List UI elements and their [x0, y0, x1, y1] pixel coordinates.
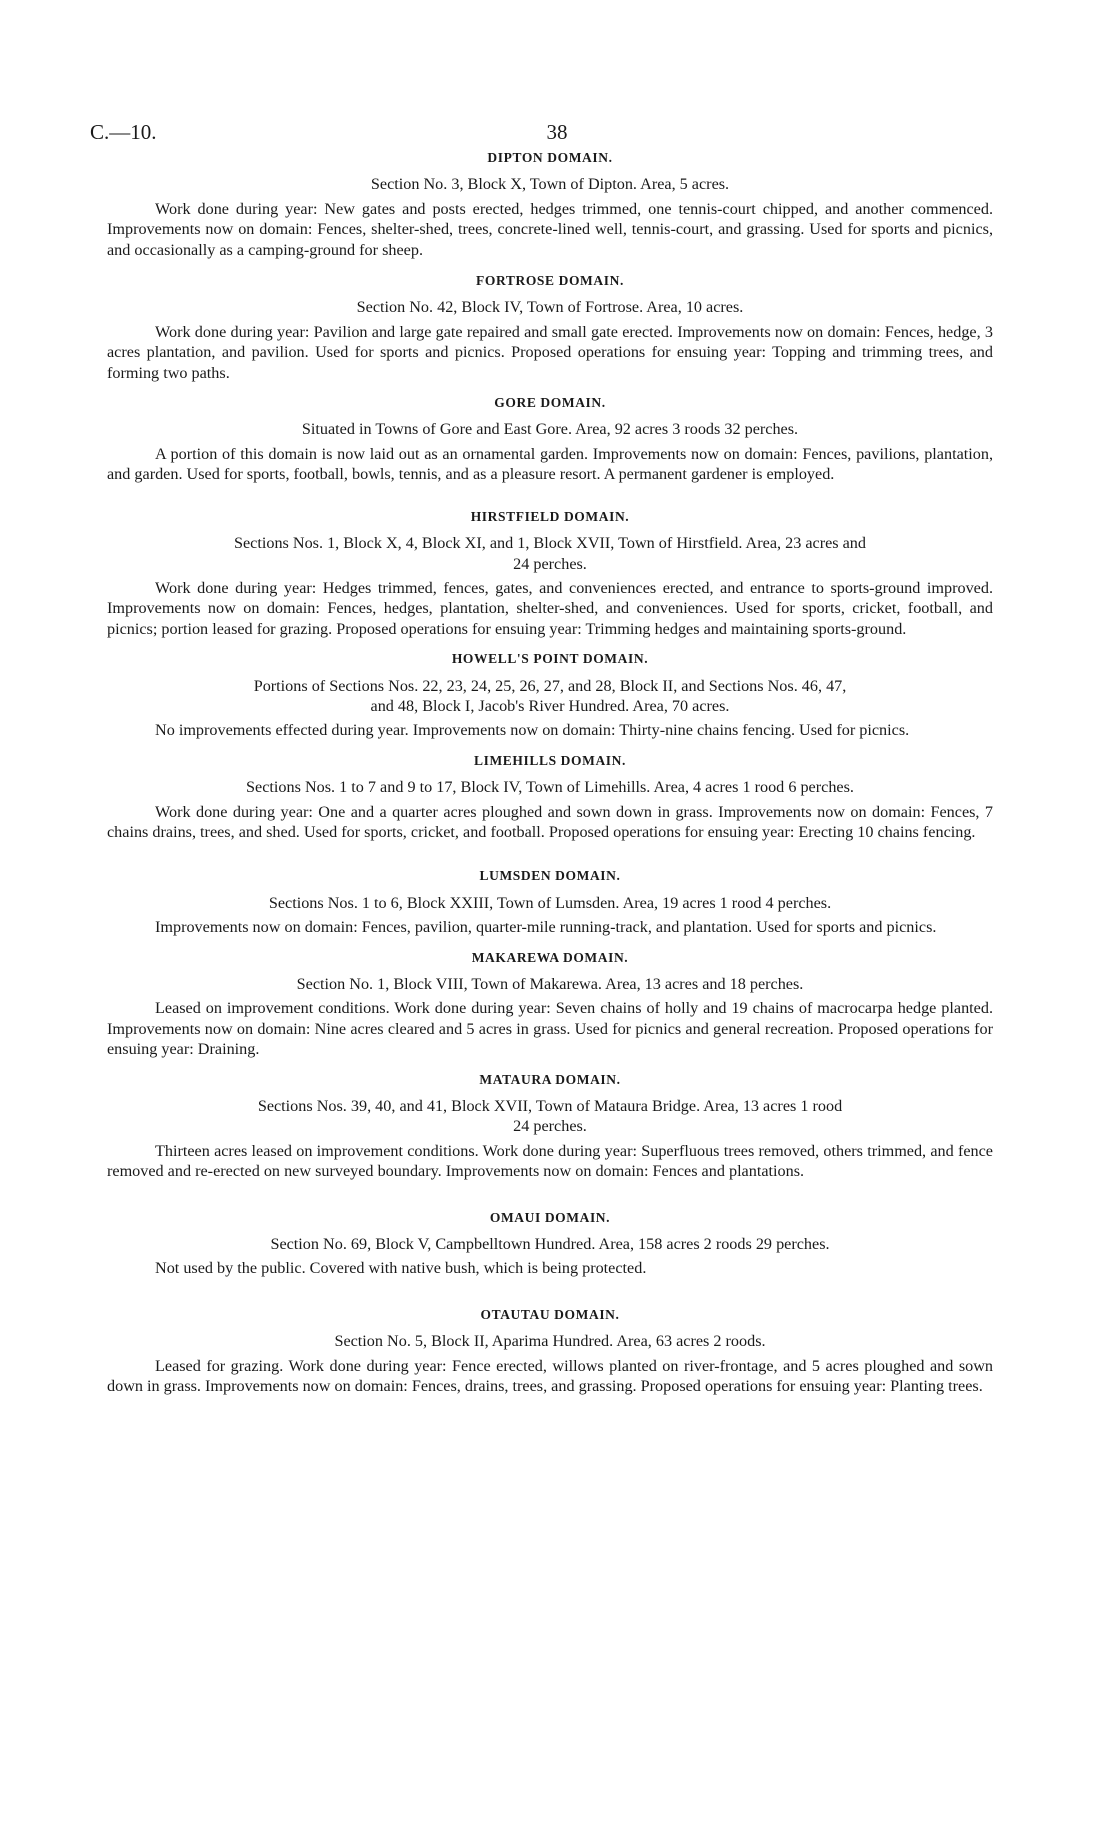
section-paragraph: Improvements now on domain: Fences, pavilion, quarter-mile running-track, and plantation. Used for sports and picnics.	[155, 918, 937, 937]
section-location: Situated in Towns of Gore and East Gore. Area, 92 acres 3 roods 32 perches.	[301, 420, 799, 439]
document-body	[107, 150, 993, 1397]
section-otautau	[107, 1305, 993, 1397]
section-heading: DIPTON DOMAIN.	[487, 150, 613, 165]
section-location	[107, 1096, 993, 1137]
section-paragraph: A portion of this domain is now laid out as an ornamental garden. Improvements now on domain: Fences, pavilions, plantation, and garden. Used for sports, football, bowls, tennis, and as a pleasure resort. A permanent gardener is employed.	[107, 444, 993, 484]
section-paragraph: No improvements effected during year. Improvements now on domain: Thirty-nine chains fencing. Used for picnics.	[155, 721, 910, 740]
section-lumsden	[107, 866, 993, 937]
section-location: Section No. 3, Block X, Town of Dipton. Area, 5 acres.	[370, 175, 730, 194]
section-limehills	[107, 751, 993, 843]
section-location-line: Sections Nos. 1, Block X, 4, Block XI, and 1, Block XVII, Town of Hirstfield. Area, 23 acres and	[233, 534, 866, 553]
section-heading: OTAUTAU DOMAIN.	[480, 1306, 620, 1322]
section-paragraph: Not used by the public. Covered with native bush, which is being protected.	[155, 1259, 647, 1278]
page-number: 38	[546, 120, 568, 144]
section-paragraph: Work done during year: One and a quarter acres ploughed and sown down in grass. Improvements now on domain: Fences, 7 chains drains, trees, and shed. Used for sports, cricket, and football. Proposed operations for ensuing year: Erecting 10 chains fencing.	[107, 802, 993, 841]
section-gore	[107, 393, 993, 485]
section-paragraph: Work done during year: New gates and posts erected, hedges trimmed, one tennis-court chipped, and another commenced. Improvements now on domain: Fences, shelter-shed, trees, concrete-lined well, tennis-court, and grassing. Used for sports and picnics, and occasionally as a camping-ground for sheep.	[107, 199, 993, 259]
section-mataura	[107, 1070, 993, 1182]
section-location: Section No. 42, Block IV, Town of Fortrose. Area, 10 acres.	[356, 298, 744, 317]
section-omaui	[107, 1208, 993, 1279]
section-location: Section No. 69, Block V, Campbelltown Hundred. Area, 158 acres 2 roods 29 perches.	[270, 1235, 830, 1254]
section-location-line: and 48, Block I, Jacob's River Hundred. Area, 70 acres.	[370, 696, 730, 715]
section-heading: MAKAREWA DOMAIN.	[471, 949, 629, 965]
section-location	[107, 533, 993, 574]
section-heading: HIRSTFIELD DOMAIN.	[470, 508, 630, 524]
section-location-line: 24 perches.	[513, 1117, 587, 1136]
section-hirstfield	[107, 507, 993, 639]
section-paragraph: Thirteen acres leased on improvement conditions. Work done during year: Superfluous trees removed, others trimmed, and fence removed and re-erected on new surveyed boundary. Improvements now on domain: Fences and plantations.	[107, 1141, 993, 1181]
section-location	[107, 676, 993, 717]
section-heading: GORE DOMAIN.	[494, 395, 606, 411]
section-fortrose	[107, 271, 993, 383]
section-heading: MATAURA DOMAIN.	[479, 1071, 621, 1087]
section-heading: LUMSDEN DOMAIN.	[479, 868, 621, 884]
section-location-line: Portions of Sections Nos. 22, 23, 24, 25, 26, 27, and 28, Block II, and Sections Nos. 46, 47,	[253, 676, 847, 695]
section-location-line: Sections Nos. 39, 40, and 41, Block XVII, Town of Mataura Bridge. Area, 13 acres 1 rood	[257, 1097, 843, 1116]
section-location: Section No. 1, Block VIII, Town of Makarewa. Area, 13 acres and 18 perches.	[296, 975, 804, 993]
section-heading: OMAUI DOMAIN.	[489, 1209, 611, 1225]
section-location-line: 24 perches.	[513, 554, 587, 573]
section-dipton	[107, 148, 993, 260]
section-paragraph: Leased on improvement conditions. Work done during year: Seven chains of holly and 19 chains of macrocarpa hedge planted. Improvements now on domain: Nine acres cleared and 5 acres in grass. Used for picnics and general recreation. Proposed operations for ensuing year: Draining.	[107, 999, 993, 1059]
section-makarewa	[107, 948, 993, 1060]
section-location: Sections Nos. 1 to 7 and 9 to 17, Block IV, Town of Limehills. Area, 4 acres 1 rood 6 perches.	[246, 778, 854, 797]
section-location: Sections Nos. 1 to 6, Block XXIII, Town of Lumsden. Area, 19 acres 1 rood 4 perches.	[268, 893, 832, 912]
section-location: Section No. 5, Block II, Aparima Hundred. Area, 63 acres 2 roods.	[334, 1332, 766, 1351]
document-reference: C.—10.	[90, 120, 157, 144]
section-paragraph: Leased for grazing. Work done during year: Fence erected, willows planted on river-frontage, and 5 acres ploughed and sown down in grass. Improvements now on domain: Fences, drains, trees, and grassing. Proposed operations for ensuing year: Planting trees.	[107, 1356, 993, 1396]
section-howells-point	[107, 649, 993, 741]
section-heading: FORTROSE DOMAIN.	[476, 273, 624, 289]
section-heading: LIMEHILLS DOMAIN.	[474, 752, 626, 768]
section-paragraph: Work done during year: Pavilion and large gate repaired and small gate erected. Improvements now on domain: Fences, hedge, 3 acres plantation, and pavilion. Used for sports and picnics. Proposed operations for ensuing year: Topping and trimming trees, and forming two paths.	[107, 322, 993, 382]
section-paragraph: Work done during year: Hedges trimmed, fences, gates, and conveniences erected, and entrance to sports-ground improved. Improvements now on domain: Fences, hedges, plantation, shelter-shed, and conveniences. Used for sports, cricket, football, and picnics; portion leased for grazing. Proposed operations for ensuing year: Trimming hedges and maintaining sports-ground.	[107, 578, 993, 638]
section-heading: HOWELL'S POINT DOMAIN.	[451, 651, 649, 667]
